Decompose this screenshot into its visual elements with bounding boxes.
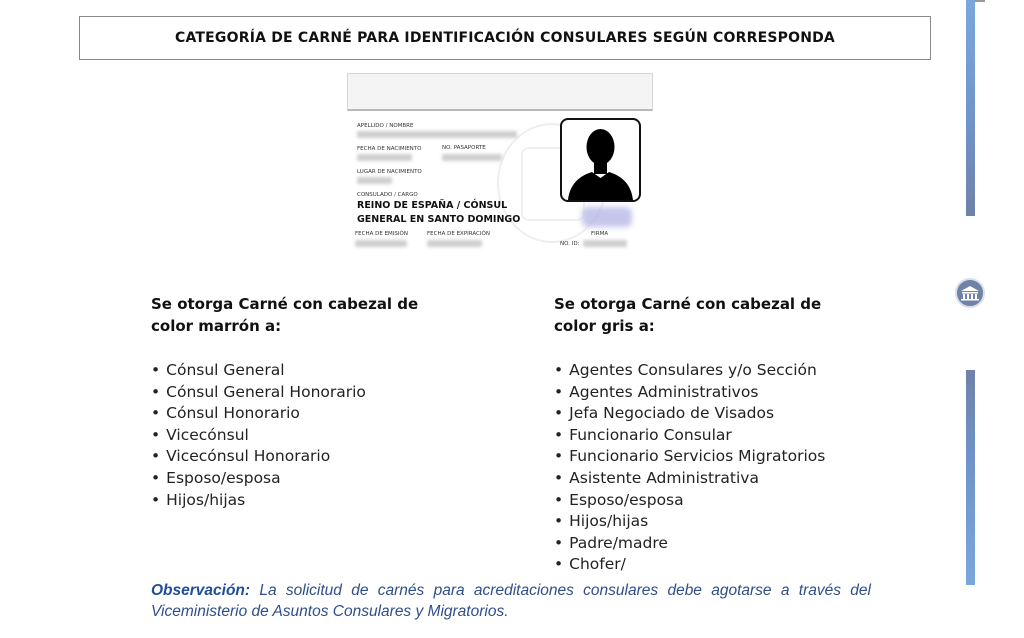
card-label-birth: FECHA DE NACIMIENTO — [357, 146, 422, 152]
brown-header-column — [151, 293, 491, 511]
gray-header-heading — [554, 293, 874, 337]
card-redacted-birth — [357, 154, 412, 161]
gray-heading-line1: Se otorga Carné con cabezal de — [554, 295, 822, 313]
card-label-signature: FIRMA — [591, 231, 609, 237]
card-label-birthplace: LUGAR DE NACIMIENTO — [357, 169, 422, 175]
card-consulate-line1: REINO DE ESPAÑA / CÓNSUL — [357, 200, 508, 211]
list-item: • Hijos/hijas — [151, 490, 491, 512]
list-item: • Jefa Negociado de Visados — [554, 403, 874, 425]
card-redacted-birthplace — [357, 177, 392, 184]
brown-heading-line2: color marrón a: — [151, 317, 282, 335]
gray-heading-line2: color gris a: — [554, 317, 655, 335]
list-item: • Cónsul Honorario — [151, 403, 491, 425]
card-label-issue: FECHA DE EMISIÓN — [355, 231, 408, 237]
side-tick-decoration — [975, 0, 985, 2]
emblem-icon — [955, 278, 985, 308]
card-label-expiry: FECHA DE EXPIRACIÓN — [427, 231, 490, 237]
building-icon — [960, 285, 980, 301]
list-item: • Agentes Administrativos — [554, 382, 874, 404]
brown-header-heading — [151, 293, 491, 337]
card-redacted-id — [583, 240, 627, 247]
list-item: • Agentes Consulares y/o Sección — [554, 360, 874, 382]
list-item: • Vicecónsul — [151, 425, 491, 447]
observation-label: Observación: — [151, 582, 251, 599]
card-label-id: NO. ID: — [560, 241, 580, 247]
gray-header-list — [554, 360, 874, 576]
card-photo — [560, 118, 641, 202]
card-redacted-name — [357, 131, 517, 138]
observation-text1: La solicitud de carnés para acreditaciones consulares debe agotarse a través del — [259, 582, 871, 599]
side-bar-top — [966, 0, 975, 216]
observation-line2: Viceministerio de Asuntos Consulares y Migratorios. — [151, 603, 509, 620]
list-item: • Asistente Administrativa — [554, 468, 874, 490]
card-header — [347, 73, 653, 111]
list-item: • Esposo/esposa — [151, 468, 491, 490]
card-consulate-line2: GENERAL EN SANTO DOMINGO — [357, 214, 521, 225]
card-label-name: APELLIDO / NOMBRE — [357, 123, 414, 129]
card-label-consulate: CONSULADO / CARGO — [357, 192, 418, 198]
card-redacted-passport — [442, 154, 502, 161]
brown-heading-line1: Se otorga Carné con cabezal de — [151, 295, 419, 313]
person-silhouette-icon — [562, 120, 639, 200]
list-item: • Padre/madre — [554, 533, 874, 555]
list-item: • Hijos/hijas — [554, 511, 874, 533]
list-item: • Cónsul General Honorario — [151, 382, 491, 404]
observation-line1 — [151, 580, 871, 601]
side-bar-bottom — [966, 370, 975, 585]
list-item: • Chofer/ — [554, 554, 874, 576]
list-item: • Funcionario Servicios Migratorios — [554, 446, 874, 468]
brown-header-list — [151, 360, 491, 511]
list-item: • Vicecónsul Honorario — [151, 446, 491, 468]
gray-header-column — [554, 293, 874, 576]
card-redacted-expiry — [427, 240, 482, 247]
card-label-passport: NO. PASAPORTE — [442, 145, 486, 151]
observation-note — [151, 580, 871, 622]
card-signature-blur — [582, 207, 632, 227]
card-redacted-issue — [355, 240, 407, 247]
title-box — [79, 16, 931, 60]
id-card-sample — [347, 73, 653, 263]
list-item: • Cónsul General — [151, 360, 491, 382]
page-title: CATEGORÍA DE CARNÉ PARA IDENTIFICACIÓN CONSULARES SEGÚN CORRESPONDA — [175, 30, 835, 46]
list-item: • Esposo/esposa — [554, 490, 874, 512]
list-item: • Funcionario Consular — [554, 425, 874, 447]
